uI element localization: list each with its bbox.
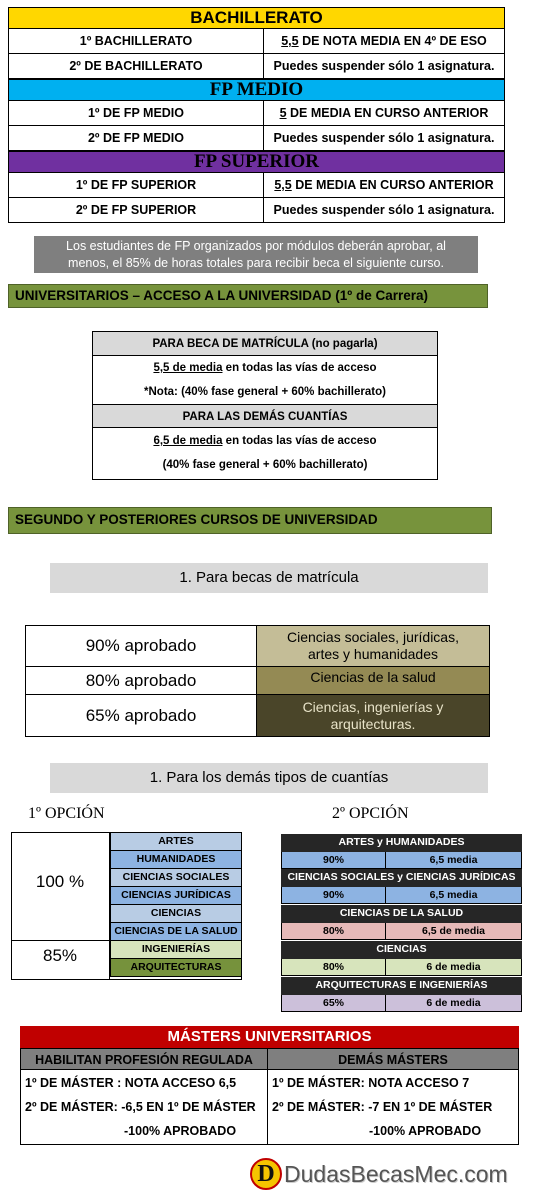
cuantias-title: 1. Para los demás tipos de cuantías (50, 763, 488, 793)
matricula-title: 1. Para becas de matrícula (50, 563, 488, 593)
table-row (281, 887, 522, 904)
table-row (8, 173, 505, 198)
area-cell: CIENCIAS JURÍDICAS (110, 887, 242, 905)
requirement: 5,5 DE MEDIA EN CURSO ANTERIOR (274, 178, 494, 192)
area-cell: CIENCIAS SOCIALES (110, 869, 242, 887)
brand-logo-icon (250, 1158, 282, 1190)
opcion2-group-head: ARQUITECTURAS E INGENIERÍAS (281, 977, 522, 995)
fp-note (34, 236, 478, 273)
master-line: 2º DE MÁSTER: -7 EN 1º DE MÁSTER (272, 1100, 493, 1114)
requirement: Puedes suspender sólo 1 asignatura. (273, 131, 495, 145)
media-cell: 6,5 de media (386, 923, 522, 940)
fp-note-line: Los estudiantes de FP organizados por módulos deberán aprobar, al (66, 239, 446, 253)
matricula-heading: PARA BECA DE MATRÍCULA (no pagarla) (93, 332, 437, 356)
pct-label: 65% aprobado (26, 695, 257, 736)
opcion2-group-head: CIENCIAS SOCIALES y CIENCIAS JURÍDICAS (281, 869, 522, 887)
opcion1-pct: 85% (42, 946, 78, 965)
media-cell: 6 de media (386, 995, 522, 1012)
master-line: 2º DE MÁSTER: -6,5 EN 1º DE MÁSTER (25, 1100, 256, 1114)
table-row (281, 959, 522, 976)
master-line: -100% APROBADO (369, 1124, 482, 1138)
course-label: 1º DE FP SUPERIOR (9, 173, 264, 197)
area-cell: Ciencias sociales, jurídicas, artes y humanidades (257, 626, 489, 666)
opcion1-pct: 100 % (35, 872, 85, 891)
requirement: Puedes suspender sólo 1 asignatura. (273, 203, 495, 217)
master-line: -100% APROBADO (124, 1124, 237, 1138)
cuantias-heading: PARA LAS DEMÁS CUANTÍAS (93, 404, 437, 428)
area-cell: CIENCIAS (110, 905, 242, 923)
masters-head-2: DEMÁS MÁSTERS (267, 1048, 519, 1070)
matricula-requirement: 5,5 de media en todas las vías de acceso (153, 362, 377, 374)
area-cell: CIENCIAS DE LA SALUD (110, 923, 242, 941)
masters-title: MÁSTERS UNIVERSITARIOS (20, 1026, 519, 1048)
requirement: 5 DE MEDIA EN CURSO ANTERIOR (279, 106, 489, 120)
opcion1-title: 1º OPCIÓN (28, 805, 105, 822)
course-label: 1º DE FP MEDIO (9, 101, 264, 125)
table-row (8, 29, 505, 54)
table-row (281, 852, 522, 869)
cuantias-requirement: 6,5 de media en todas las vías de acceso (153, 435, 377, 447)
table-row (8, 54, 505, 79)
requirement: 5,5 DE NOTA MEDIA EN 4º DE ESO (281, 34, 487, 48)
area-cell: ARTES (110, 833, 242, 851)
master-line: 1º DE MÁSTER : NOTA ACCESO 6,5 (25, 1076, 237, 1090)
table-row (281, 923, 522, 940)
requirement: Puedes suspender sólo 1 asignatura. (273, 59, 495, 73)
table-row (25, 667, 490, 695)
universitarios-banner: UNIVERSITARIOS – ACCESO A LA UNIVERSIDAD (1º de Carrera) (8, 284, 488, 308)
cuantias-note: (40% fase general + 60% bachillerato) (162, 459, 368, 471)
opcion2-group-head: ARTES y HUMANIDADES (281, 834, 522, 852)
pct-label: 90% aprobado (26, 626, 257, 666)
bachillerato-header: BACHILLERATO (8, 7, 505, 29)
table-row (25, 626, 490, 667)
pct-cell: 90% (281, 887, 386, 904)
opcion2-title: 2º OPCIÓN (332, 805, 409, 822)
media-cell: 6 de media (386, 959, 522, 976)
pct-cell: 80% (281, 959, 386, 976)
matricula-note: *Nota: (40% fase general + 60% bachillerato) (144, 386, 386, 398)
pct-cell: 80% (281, 923, 386, 940)
masters-head-1: HABILITAN PROFESIÓN REGULADA (20, 1048, 268, 1070)
table-row (281, 995, 522, 1012)
course-label: 2º DE FP SUPERIOR (9, 198, 264, 222)
fp-superior-header: FP SUPERIOR (8, 151, 505, 173)
area-cell: INGENIERÍAS (110, 941, 242, 959)
media-cell: 6,5 media (386, 852, 522, 869)
brand-name: DudasBecasMec.com (284, 1161, 508, 1187)
fp-medio-header: FP MEDIO (8, 79, 505, 101)
area-cell: Ciencias de la salud (257, 667, 489, 694)
table-row (8, 198, 505, 223)
opcion2-group-head: CIENCIAS (281, 941, 522, 959)
opcion2-group-head: CIENCIAS DE LA SALUD (281, 905, 522, 923)
table-row (8, 126, 505, 151)
brand-logo-letter: D (257, 1161, 275, 1187)
pct-cell: 90% (281, 852, 386, 869)
area-cell: HUMANIDADES (110, 851, 242, 869)
pct-label: 80% aprobado (26, 667, 257, 694)
course-label: 2º DE FP MEDIO (9, 126, 264, 150)
table-row (25, 695, 490, 737)
masters-divider (267, 1069, 268, 1145)
fp-note-line: menos, el 85% de horas totales para recibir beca el siguiente curso. (68, 256, 444, 270)
course-label: 2º DE BACHILLERATO (9, 54, 264, 78)
media-cell: 6,5 media (386, 887, 522, 904)
area-cell: ARQUITECTURAS (110, 959, 242, 977)
segundo-banner: SEGUNDO Y POSTERIORES CURSOS DE UNIVERSIDAD (8, 507, 492, 534)
opcion1-divider-h (11, 940, 110, 941)
area-cell: Ciencias, ingenierías y arquitecturas. (257, 695, 489, 736)
master-line: 1º DE MÁSTER: NOTA ACCESO 7 (272, 1076, 470, 1090)
course-label: 1º BACHILLERATO (9, 29, 264, 53)
table-row (8, 101, 505, 126)
pct-cell: 65% (281, 995, 386, 1012)
